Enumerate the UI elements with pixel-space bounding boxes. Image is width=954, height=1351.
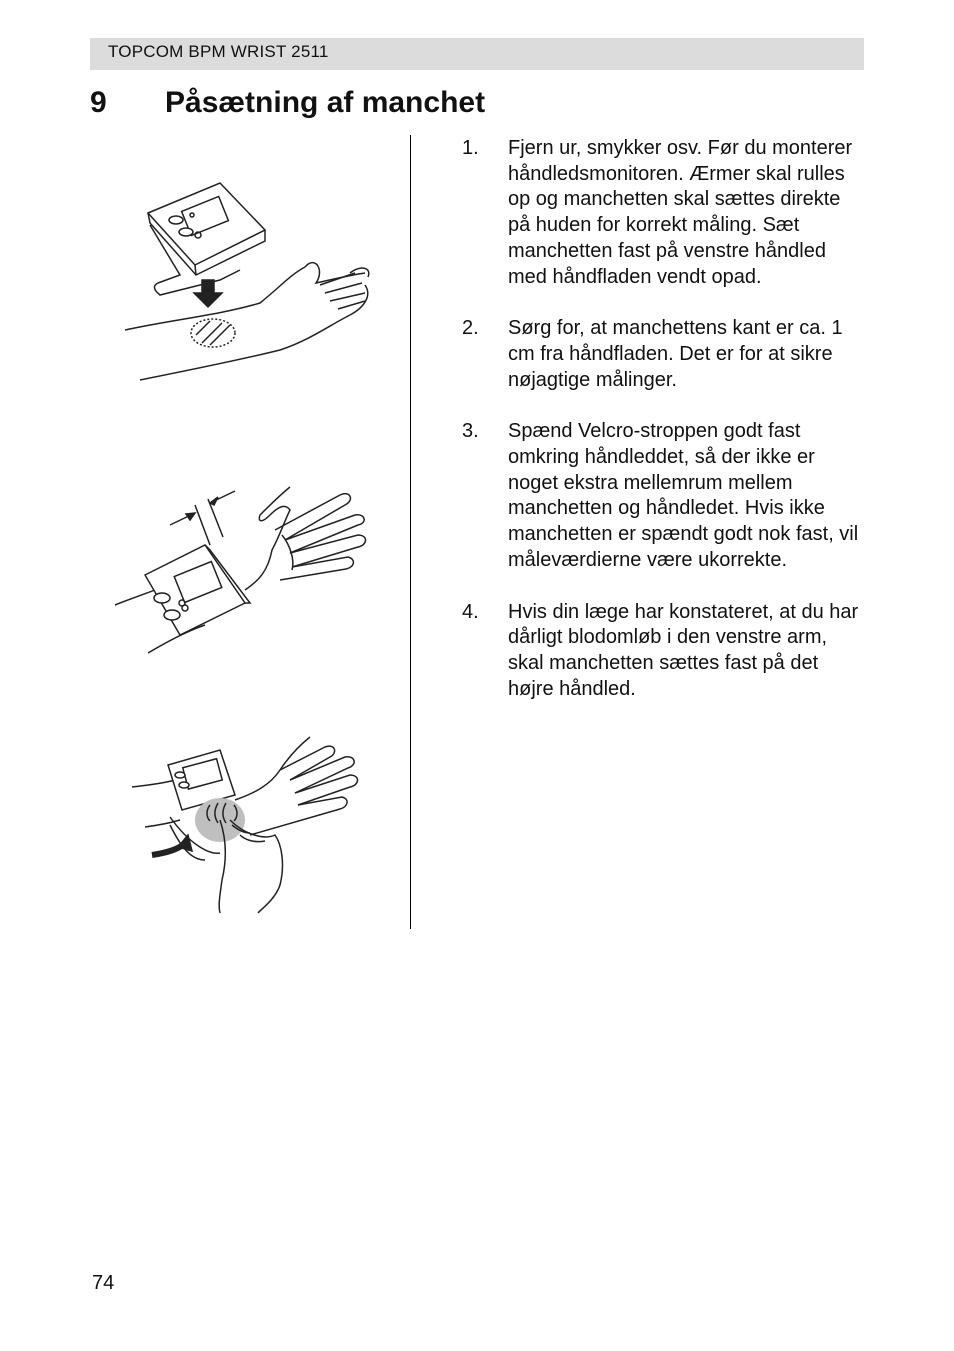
instruction-step xyxy=(462,136,862,290)
cuff-distance-illustration xyxy=(110,475,385,660)
header-title: TOPCOM BPM WRIST 2511 xyxy=(108,42,329,61)
page-number: 74 xyxy=(92,1272,115,1294)
step-number: 3. xyxy=(462,420,479,443)
instruction-step xyxy=(462,600,862,703)
instruction-step xyxy=(462,419,862,573)
velcro-strap-illustration xyxy=(110,725,385,915)
wrist-monitor-placement-illustration xyxy=(110,175,385,390)
section-title: Påsætning af manchet xyxy=(165,86,486,119)
step-text: Fjern ur, smykker osv. Før du monterer håndledsmonitoren. Ærmer skal rulles op og manchetten skal sættes direkte på huden for korrekt måling. Sæt manchetten fast på venstre håndled med håndfladen vendt opad. xyxy=(508,137,853,288)
header-bar xyxy=(90,38,864,70)
step-text: Sørg for, at manchettens kant er ca. 1 cm fra håndfladen. Det er for at sikre nøjagtige målinger. xyxy=(508,317,843,391)
instruction-list xyxy=(462,136,862,728)
step-text: Hvis din læge har konstateret, at du har dårligt blodomløb i den venstre arm, skal manchetten sættes fast på det højre håndled. xyxy=(508,600,859,700)
step-number: 2. xyxy=(462,317,479,340)
instruction-step xyxy=(462,316,862,393)
step-text: Spænd Velcro-stroppen godt fast omkring håndleddet, så der ikke er noget ekstra mellemrum mellem manchetten og håndledet. Hvis ikke manchetten er spændt godt nok fast, vil måleværdierne være ukorrekte. xyxy=(508,420,859,571)
section-number: 9 xyxy=(90,86,107,119)
step-number: 1. xyxy=(462,137,479,159)
step-number: 4. xyxy=(462,600,479,623)
column-divider xyxy=(410,135,411,929)
